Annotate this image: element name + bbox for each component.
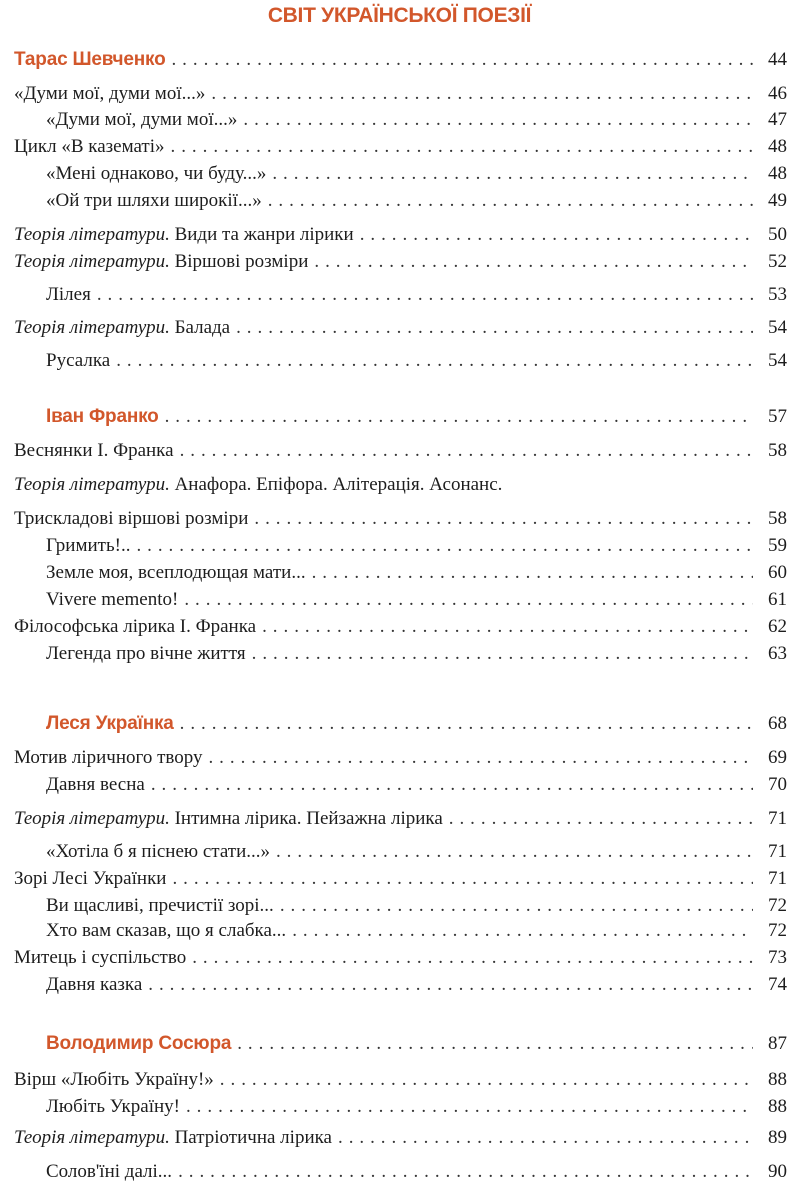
toc-entry[interactable]: [14, 506, 787, 532]
toc-entry[interactable]: [14, 866, 787, 892]
toc-entry[interactable]: [46, 188, 787, 214]
toc-entry-title: Хто вам сказав, що я слабка...: [46, 920, 287, 941]
dot-leader: [262, 614, 753, 640]
toc-entry-theory[interactable]: [14, 1125, 787, 1151]
toc-entry[interactable]: [46, 282, 787, 308]
dot-leader: [116, 348, 753, 374]
toc-entry-title: Легенда про вічне життя: [46, 643, 246, 664]
toc-entry-title: Леся Українка: [46, 713, 174, 734]
toc-entry-title: Земле моя, всеплодющая мати...: [46, 562, 306, 583]
dot-leader: [151, 772, 753, 798]
dot-leader: [237, 1031, 753, 1057]
dot-leader: [172, 866, 753, 892]
toc-entry[interactable]: [14, 614, 787, 640]
toc-page-number: 50: [768, 224, 787, 245]
dot-leader: [360, 222, 753, 248]
toc-entry-title: Теорія літератури. Патріотична лірика: [14, 1127, 332, 1148]
dot-leader: [186, 1094, 753, 1120]
toc-entry-title: Давня казка: [46, 974, 143, 995]
theory-prefix: Теорія літератури.: [14, 808, 170, 829]
toc-entry[interactable]: [14, 745, 787, 771]
dot-leader: [236, 315, 753, 341]
toc-entry-title: Теорія літератури. Балада: [14, 317, 231, 338]
toc-page-number: 48: [768, 136, 787, 157]
toc-entry[interactable]: [46, 587, 787, 613]
toc-entry-title: Vivere memento!: [46, 589, 179, 610]
toc-entry-title: Лілея: [46, 284, 91, 305]
toc-page-number: 54: [768, 350, 787, 371]
dot-leader: [148, 972, 753, 998]
dot-leader: [208, 745, 753, 771]
toc-entry-title: Мотив ліричного твору: [14, 747, 203, 768]
dot-leader: [184, 587, 753, 613]
toc-page-number: 52: [768, 251, 787, 272]
toc-entry[interactable]: [46, 107, 787, 133]
dot-leader: [276, 839, 753, 865]
toc-page-number: 46: [768, 83, 787, 104]
dot-leader: [220, 1067, 753, 1093]
toc-entry-title: Вірш «Любіть Україну!»: [14, 1069, 214, 1090]
toc-page-number: 74: [768, 974, 787, 995]
toc-entry[interactable]: [14, 438, 787, 464]
toc-page-number: 87: [768, 1033, 787, 1054]
toc-entry[interactable]: [14, 1067, 787, 1093]
theory-prefix: Теорія літератури.: [14, 224, 170, 245]
toc-entry-title: Гримить!..: [46, 535, 131, 556]
dot-leader: [292, 918, 753, 944]
dot-leader: [254, 506, 753, 532]
toc-page-number: 72: [768, 920, 787, 941]
dot-leader: [180, 438, 753, 464]
toc-entry[interactable]: [46, 893, 787, 919]
toc-page-number: 58: [768, 440, 787, 461]
toc-entry-title: Митець і суспільство: [14, 947, 187, 968]
toc-entry[interactable]: [46, 918, 787, 944]
page-title: СВІТ УКРАЇНСЬКОЇ ПОЕЗІЇ: [267, 4, 532, 27]
theory-prefix: Теорія літератури.: [14, 251, 170, 272]
toc-entry-title: Теорія літератури. Анафора. Епіфора. Алітерація. Асонанс.: [14, 474, 503, 495]
toc-page-number: 71: [768, 808, 787, 829]
toc-entry[interactable]: [14, 134, 787, 160]
dot-leader: [314, 249, 753, 275]
theory-prefix: Теорія літератури.: [14, 1127, 170, 1148]
toc-page-number: 53: [768, 284, 787, 305]
toc-page-number: 69: [768, 747, 787, 768]
toc-page-number: 60: [768, 562, 787, 583]
toc-entry[interactable]: [46, 161, 787, 187]
dot-leader: [171, 47, 753, 73]
toc-page-number: 70: [768, 774, 787, 795]
toc-page-number: 48: [768, 163, 787, 184]
toc-entry-title: Трискладові віршові розміри: [14, 508, 249, 529]
dot-leader: [211, 81, 753, 107]
toc-entry[interactable]: [46, 972, 787, 998]
dot-leader: [178, 1159, 753, 1185]
toc-entry-title: Давня весна: [46, 774, 145, 795]
toc-page-number: 57: [768, 406, 787, 427]
toc-page-number: 88: [768, 1096, 787, 1117]
toc-page-number: 44: [768, 49, 787, 70]
toc-entry-title: Філософська лірика І. Франка: [14, 616, 257, 637]
toc-page-number: 47: [768, 109, 787, 130]
toc-author-franko[interactable]: [46, 404, 787, 430]
toc-entry-theory[interactable]: [14, 315, 787, 341]
toc-entry[interactable]: [14, 81, 787, 107]
theory-prefix: Теорія літератури.: [14, 317, 170, 338]
toc-entry-title: Тарас Шевченко: [14, 49, 166, 70]
toc-page-number: 63: [768, 643, 787, 664]
toc-entry[interactable]: [46, 772, 787, 798]
dot-leader: [338, 1125, 753, 1151]
toc-page-number: 88: [768, 1069, 787, 1090]
toc-entry[interactable]: [46, 839, 787, 865]
toc-entry-title: Теорія літератури. Інтимна лірика. Пейзажна лірика: [14, 808, 443, 829]
toc-entry[interactable]: [46, 1094, 787, 1120]
toc-entry-title: Любіть Україну!: [46, 1096, 180, 1117]
dot-leader: [272, 161, 753, 187]
toc-author-sosiura[interactable]: [46, 1031, 787, 1057]
toc-entry-title: Теорія літератури. Віршові розміри: [14, 251, 309, 272]
toc-author-ukrainka[interactable]: [46, 711, 787, 737]
toc-page-number: 71: [768, 868, 787, 889]
toc-entry-title: «Думи мої, думи мої...»: [46, 109, 238, 130]
toc-entry-title: «Ой три шляхи широкії...»: [46, 190, 262, 211]
toc-entry-title: Іван Франко: [46, 406, 159, 427]
toc-entry[interactable]: [14, 945, 787, 971]
dot-leader: [180, 711, 753, 737]
toc-entry-title: «Хотіла б я піснею стати...»: [46, 841, 270, 862]
toc-author-shevchenko[interactable]: [14, 47, 787, 73]
toc-entry-title: Русалка: [46, 350, 111, 371]
dot-leader: [280, 893, 753, 919]
toc-page-number: 59: [768, 535, 787, 556]
dot-leader: [243, 107, 753, 133]
toc-entry-theory[interactable]: [14, 222, 787, 248]
toc-entry-title: Володимир Сосюра: [46, 1033, 232, 1054]
toc-entry-theory[interactable]: [14, 249, 787, 275]
dot-leader: [192, 945, 753, 971]
toc-entry[interactable]: [46, 560, 787, 586]
toc-entry-title: Ви щасливі, пречистії зорі...: [46, 895, 274, 916]
dot-leader: [312, 560, 753, 586]
toc-entry-title: Цикл «В казематі»: [14, 136, 165, 157]
toc-entry[interactable]: [46, 641, 787, 667]
dot-leader: [252, 641, 753, 667]
dot-leader: [171, 134, 753, 160]
toc-page-number: 89: [768, 1127, 787, 1148]
toc-entry[interactable]: [46, 533, 787, 559]
dot-leader: [449, 806, 753, 832]
toc-page-number: 61: [768, 589, 787, 610]
toc-entry-title: «Думи мої, думи мої...»: [14, 83, 206, 104]
toc-page-number: 71: [768, 841, 787, 862]
toc-page-number: 73: [768, 947, 787, 968]
toc-entry-title: «Мені однаково, чи буду...»: [46, 163, 267, 184]
toc-entry-theory[interactable]: [14, 806, 787, 832]
toc-entry-title: Веснянки І. Франка: [14, 440, 174, 461]
toc-entry-title: Зорі Лесі Українки: [14, 868, 167, 889]
dot-leader: [165, 404, 753, 430]
toc-page-number: 90: [768, 1161, 787, 1182]
toc-page-number: 68: [768, 713, 787, 734]
toc-page-number: 58: [768, 508, 787, 529]
toc-page-number: 62: [768, 616, 787, 637]
dot-leader: [97, 282, 753, 308]
toc-page-number: 54: [768, 317, 787, 338]
theory-prefix: Теорія літератури.: [14, 474, 170, 495]
toc-entry-theory[interactable]: [14, 472, 787, 498]
toc-entry[interactable]: [46, 1159, 787, 1185]
toc-page-number: 49: [768, 190, 787, 211]
dot-leader: [136, 533, 753, 559]
toc-entry[interactable]: [46, 348, 787, 374]
toc-entry-title: Солов'їні далі...: [46, 1161, 173, 1182]
toc-page-number: 72: [768, 895, 787, 916]
toc-entry-title: Теорія літератури. Види та жанри лірики: [14, 224, 354, 245]
dot-leader: [268, 188, 753, 214]
